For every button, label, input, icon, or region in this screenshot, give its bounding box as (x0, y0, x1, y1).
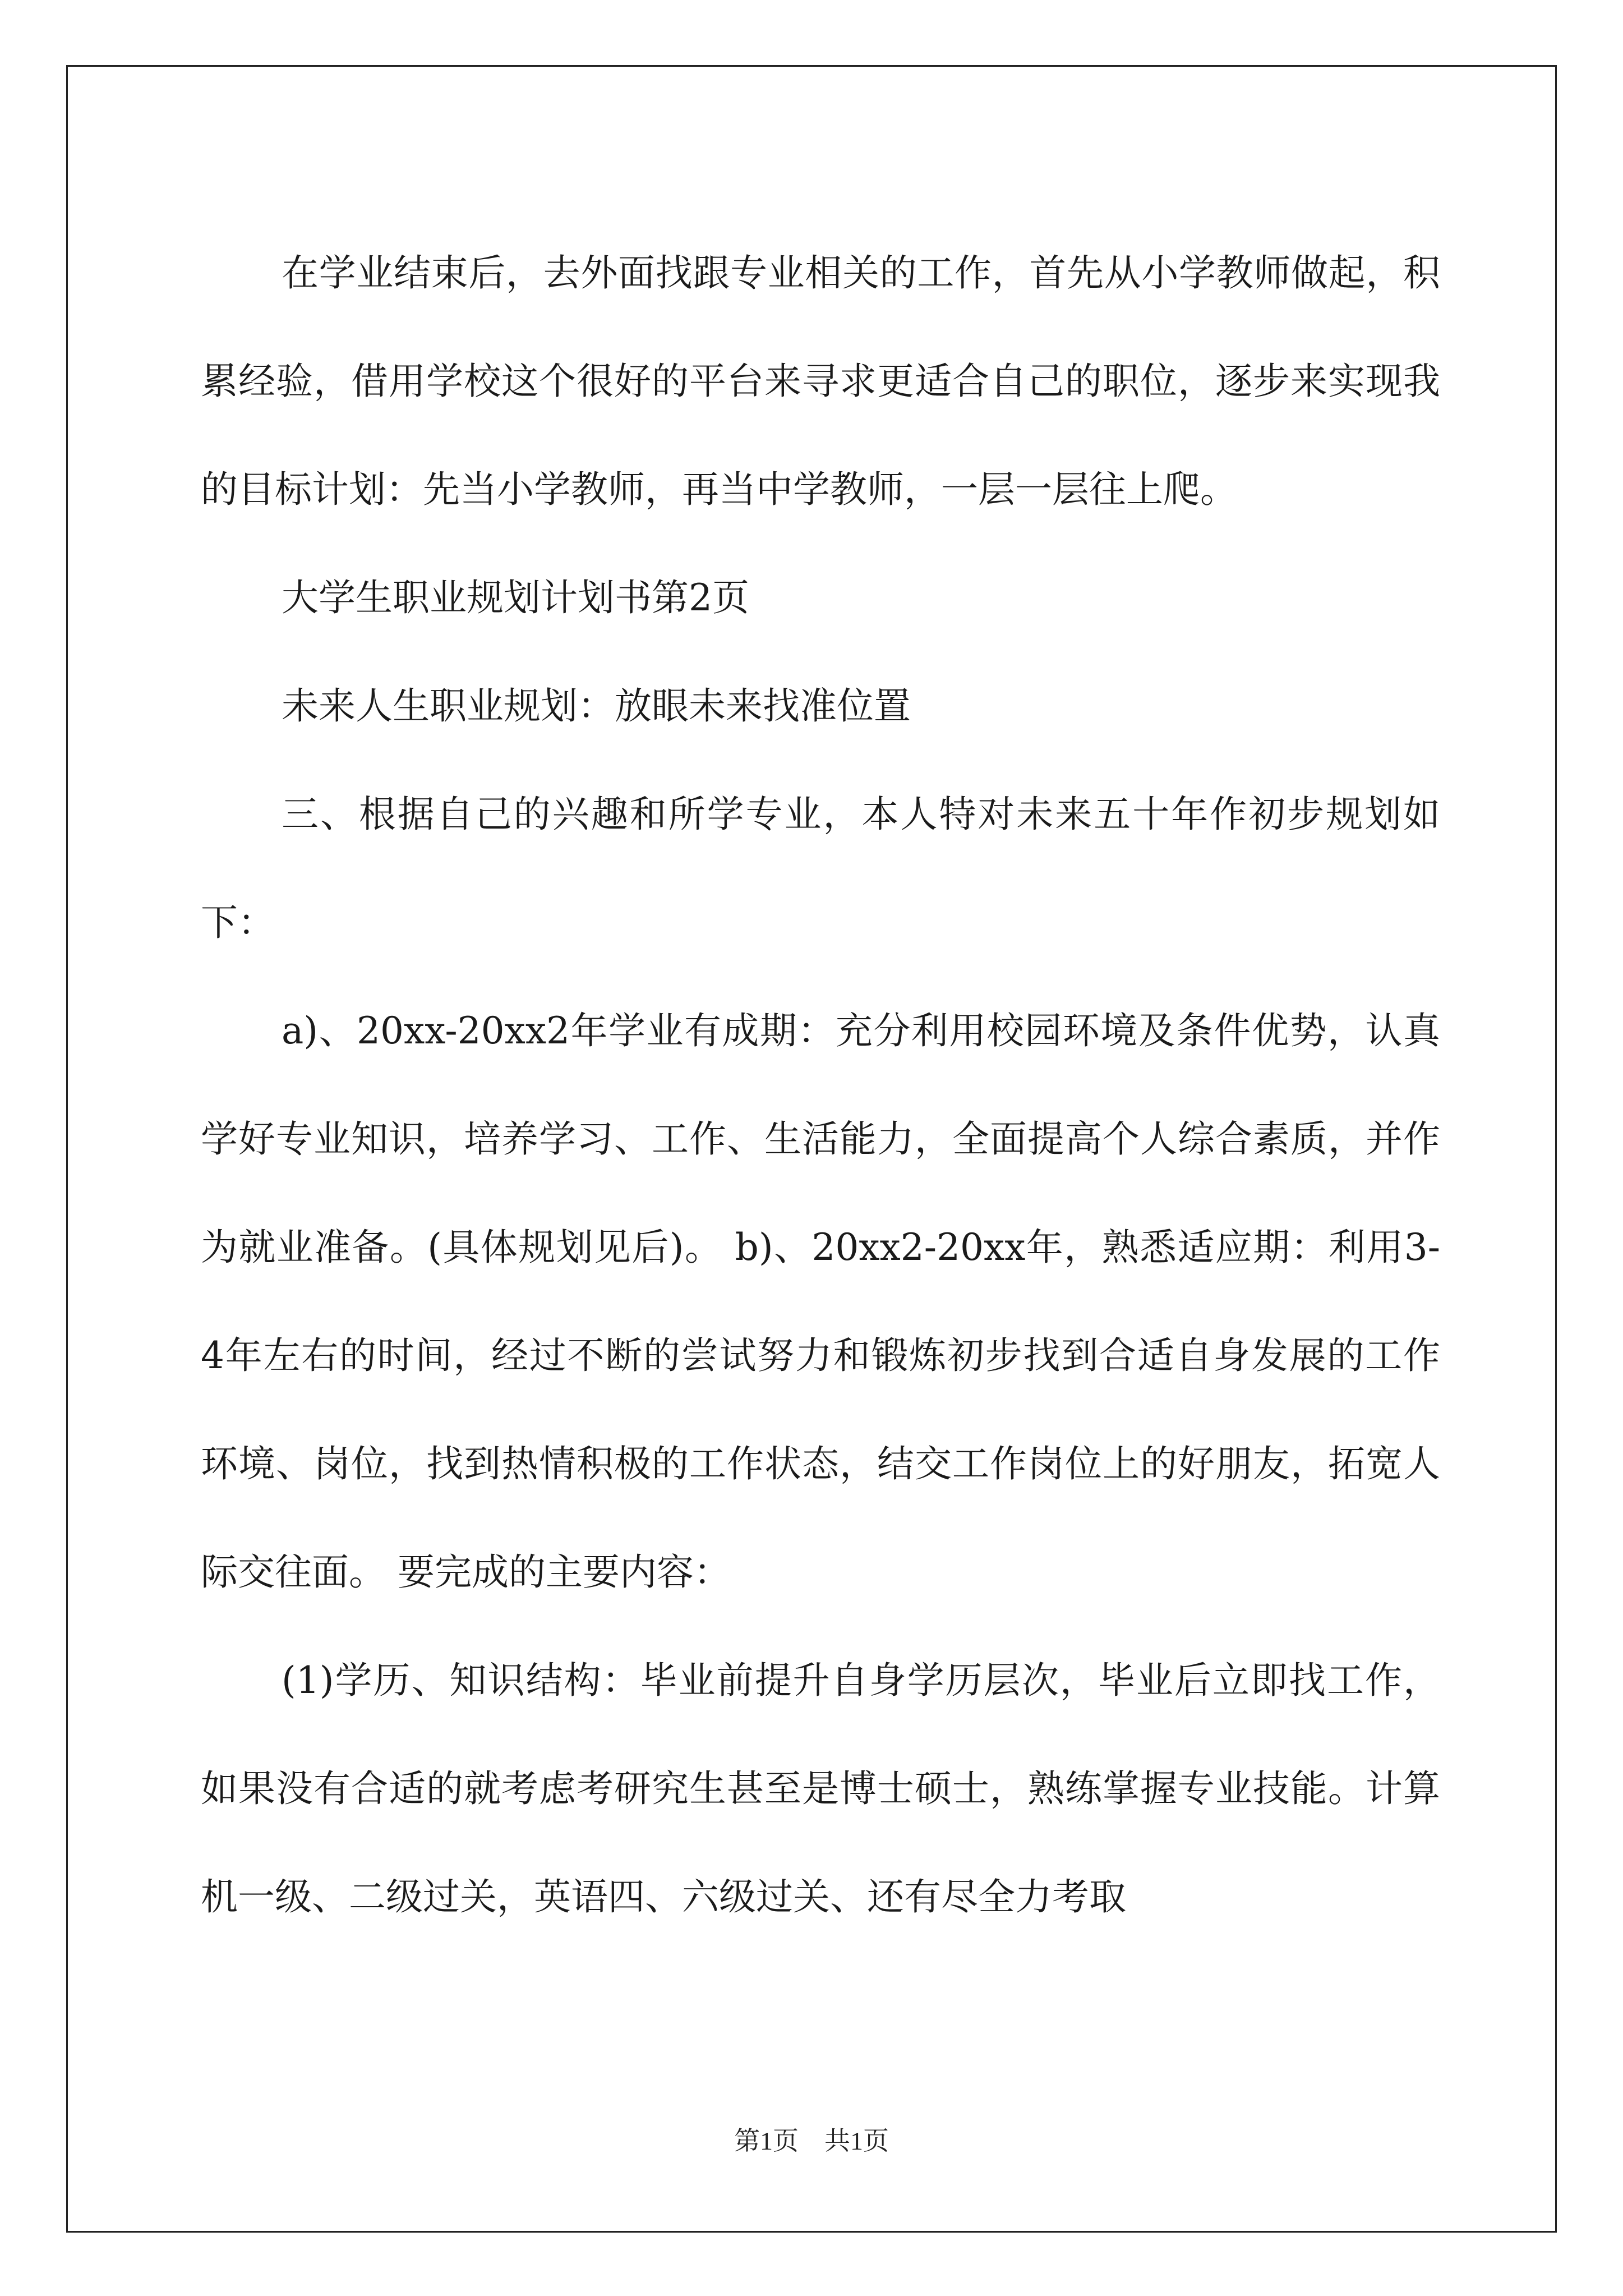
paragraph: a)、20xx-20xx2年学业有成期：充分利用校园环境及条件优势，认真学好专业知识，培养学习、工作、生活能力，全面提高个人综合素质，并作为就业准备。(具体规划见后)。 b)、20xx2-20xx年，熟悉适应期：利用3-4年左右的时间，经过不断的尝试努力和锻炼初步找到合适自身发展的工作环境、岗位，找到热情积极的工作状态，结交工作岗位上的好朋友，拓宽人际交往面。 要完成的主要内容： (201, 1009, 1440, 1594)
paragraph: 未来人生职业规划：放眼未来找准位置 (282, 684, 911, 728)
document-body (201, 219, 1440, 1951)
paragraph: (1)学历、知识结构：毕业前提升自身学历层次，毕业后立即找工作，如果没有合适的就考虑考研究生甚至是博士硕士，熟练掌握专业技能。计算机一级、二级过关，英语四、六级过关、还有尽全力考取 (201, 1659, 1440, 1918)
paragraph: 大学生职业规划计划书第2页 (282, 576, 749, 619)
paragraph: 三、根据自己的兴趣和所学专业，本人特对未来五十年作初步规划如下： (201, 793, 1440, 944)
paragraph: 在学业结束后，去外面找跟专业相关的工作，首先从小学教师做起，积累经验，借用学校这个很好的平台来寻求更适合自己的职位，逐步来实现我的目标计划：先当小学教师，再当中学教师，一层一层往上爬。 (201, 251, 1440, 511)
page-footer: 第1页 共1页 (734, 2127, 889, 2155)
